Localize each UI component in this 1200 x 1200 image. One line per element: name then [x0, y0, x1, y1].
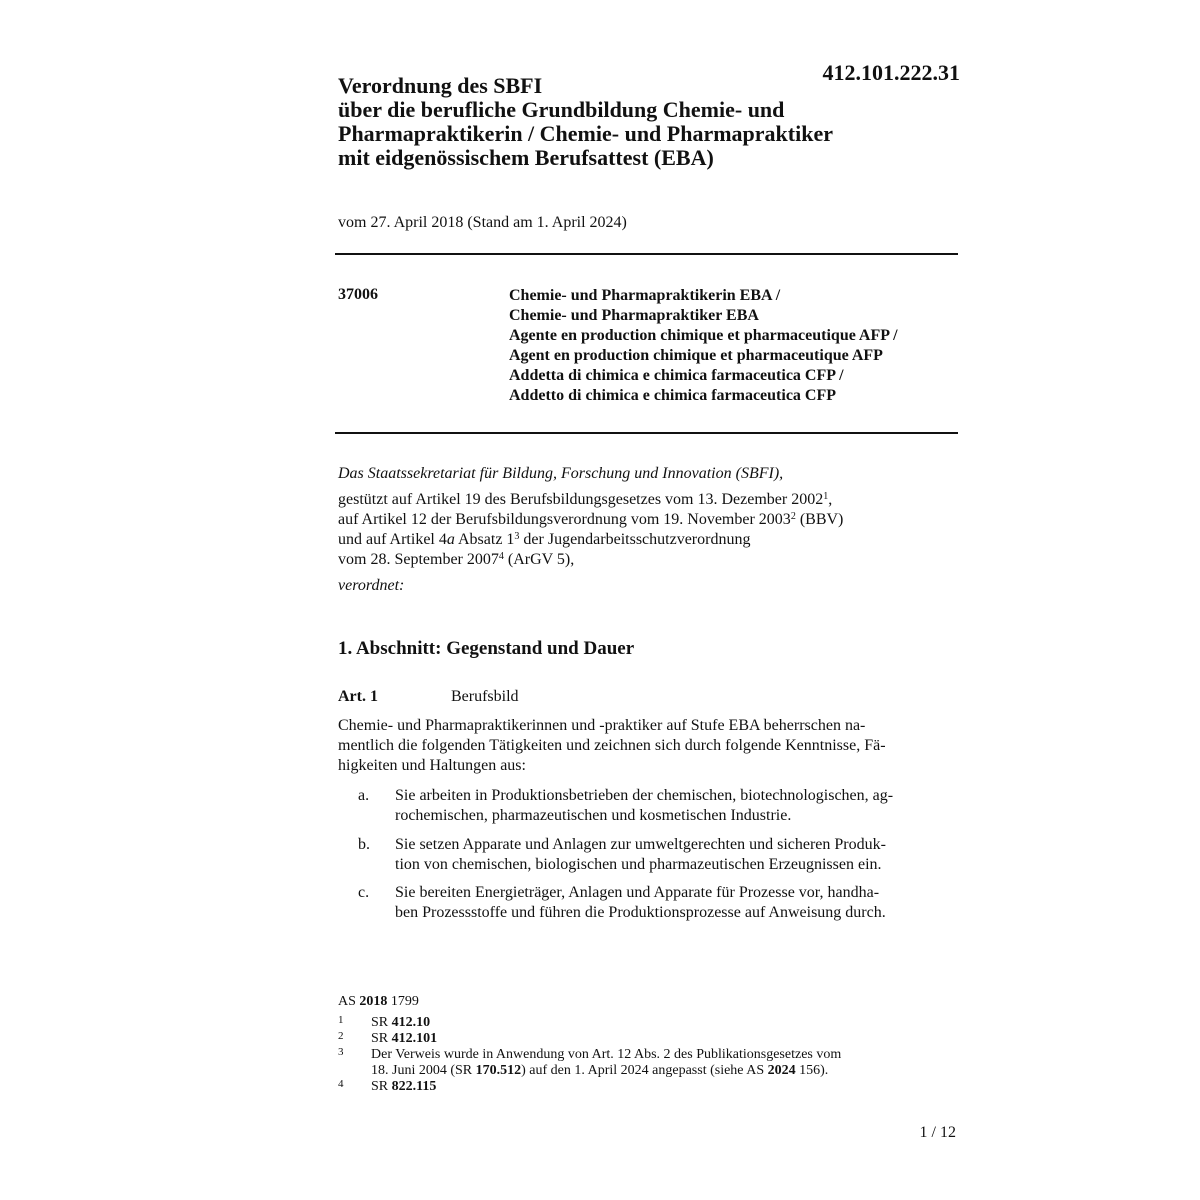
footnote-ref-number: 412.101 [391, 1031, 438, 1046]
footnote-number: 3 [338, 1046, 344, 1058]
title-line: über die berufliche Grundbildung Chemie- und [338, 97, 785, 122]
basis-line [338, 550, 958, 570]
footnote-line: Der Verweis wurde in Anwendung von Art. 12 Abs. 2 des Publikationsgesetzes vom [371, 1047, 842, 1062]
footnote-prefix: SR [371, 1031, 392, 1046]
basis-text: und auf Artikel 4 [338, 531, 447, 548]
profession-title: Chemie- und Pharmapraktikerin EBA / [509, 287, 781, 304]
article-number: Art. 1 [338, 688, 378, 705]
list-letter: b. [358, 836, 370, 853]
basis-line [338, 490, 958, 510]
footnote-ref-number: 170.512 [475, 1063, 522, 1078]
list-line: ben Prozessstoffe und führen die Produktionsprozesse auf Anweisung durch. [395, 904, 886, 921]
basis-text: gestützt auf Artikel 19 des Berufsbildungsgesetzes vom 13. Dezember 2002 [338, 491, 824, 508]
profession-title: Addetta di chimica e chimica farmaceutica CFP / [509, 367, 844, 384]
section-heading: 1. Abschnitt: Gegenstand und Dauer [338, 638, 635, 659]
as-year: 2018 [359, 994, 388, 1009]
footnote-number: 2 [338, 1030, 344, 1042]
profession-title: Agent en production chimique et pharmaceutique AFP [509, 347, 883, 364]
as-page: 1799 [387, 994, 419, 1009]
footnote-text [371, 1015, 958, 1031]
article-title: Berufsbild [451, 688, 519, 705]
list-line: rochemischen, pharmazeutischen und kosmetischen Industrie. [395, 807, 792, 824]
preamble-authority: Das Staatssekretariat für Bildung, Forschung und Innovation (SBFI), [338, 465, 784, 482]
list-letter: a. [358, 787, 370, 804]
basis-text: , [828, 491, 833, 508]
as-prefix: AS [338, 994, 360, 1009]
footnotes [338, 994, 958, 1095]
ordinance-title [338, 74, 938, 170]
footnote-ref[interactable]: 4 [498, 551, 504, 562]
article-intro-line: mentlich die folgenden Tätigkeiten und zeichnen sich durch folgende Kenntnisse, Fä- [338, 737, 886, 754]
footnote-ref[interactable]: 1 [823, 491, 829, 502]
footnote-prefix: SR [371, 1015, 392, 1030]
title-line: mit eidgenössischem Berufsattest (EBA) [338, 145, 714, 170]
basis-text: auf Artikel 12 der Berufsbildungsverordnung vom 19. November 2003 [338, 511, 791, 528]
list-line: Sie setzen Apparate und Anlagen zur umweltgerechten und sicheren Produk- [395, 836, 886, 853]
date-line: vom 27. April 2018 (Stand am 1. April 2024) [338, 214, 627, 231]
footnote-text [371, 1079, 958, 1095]
title-line: Pharmapraktikerin / Chemie- und Pharmapraktiker [338, 121, 833, 146]
footnote-segment: 18. Juni 2004 (SR [371, 1063, 476, 1078]
basis-text-italic: a [446, 531, 455, 548]
as-reference [338, 994, 958, 1010]
article-intro-line: Chemie- und Pharmapraktikerinnen und -praktiker auf Stufe EBA beherrschen na- [338, 717, 866, 734]
basis-line [338, 510, 958, 530]
list-letter: c. [358, 884, 370, 901]
basis-text: (ArGV 5), [503, 551, 575, 568]
basis-text: der Jugendarbeitsschutzverordnung [519, 531, 751, 548]
preamble [338, 464, 958, 596]
list-text [395, 786, 965, 826]
footnote-ref-number: 412.10 [391, 1015, 431, 1030]
profession-titles [509, 286, 959, 406]
preamble-legal-basis [338, 490, 958, 570]
article-intro [338, 716, 958, 776]
article-intro-line: higkeiten und Haltungen aus: [338, 757, 526, 774]
footnote-text [371, 1031, 958, 1047]
basis-text: (BBV) [795, 511, 844, 528]
profession-title: Addetto di chimica e chimica farmaceutica CFP [509, 387, 837, 404]
divider-top [335, 253, 958, 255]
divider-bottom [335, 432, 958, 434]
footnote-text [371, 1047, 958, 1079]
footnote-as-year: 2024 [767, 1063, 796, 1078]
list-line: tion von chemischen, biologischen und pharmazeutischen Erzeugnissen ein. [395, 856, 882, 873]
title-line: Verordnung des SBFI [338, 73, 543, 98]
footnote-segment: ) auf den 1. April 2024 angepasst (siehe AS [521, 1063, 768, 1078]
basis-text: vom 28. September 2007 [338, 551, 499, 568]
footnote-line [371, 1063, 958, 1079]
sr-number: 412.101.222.31 [822, 60, 960, 85]
footnote-prefix: SR [371, 1079, 392, 1094]
footnote-number: 4 [338, 1078, 344, 1090]
footnote-number: 1 [338, 1014, 344, 1026]
list-line: Sie arbeiten in Produktionsbetrieben der chemischen, biotechnologischen, ag- [395, 787, 894, 804]
footnote-ref[interactable]: 2 [790, 511, 796, 522]
footnote-2 [338, 1031, 958, 1047]
profession-title: Agente en production chimique et pharmaceutique AFP / [509, 327, 898, 344]
footnote-segment: 156). [795, 1063, 829, 1078]
list-text [395, 835, 965, 875]
profession-code: 37006 [338, 286, 378, 303]
list-line: Sie bereiten Energieträger, Anlagen und Apparate für Prozesse vor, handha- [395, 884, 880, 901]
page-number: 1 / 12 [919, 1124, 956, 1141]
footnote-ref-number: 822.115 [391, 1079, 437, 1094]
footnote-3 [338, 1047, 958, 1079]
footnote-ref[interactable]: 3 [514, 531, 520, 542]
basis-line [338, 530, 958, 550]
basis-text: Absatz 1 [454, 531, 515, 548]
preamble-verordnet: verordnet: [338, 577, 405, 594]
footnote-1 [338, 1015, 958, 1031]
profession-title: Chemie- und Pharmapraktiker EBA [509, 307, 759, 324]
list-text [395, 883, 965, 923]
footnote-4 [338, 1079, 958, 1095]
